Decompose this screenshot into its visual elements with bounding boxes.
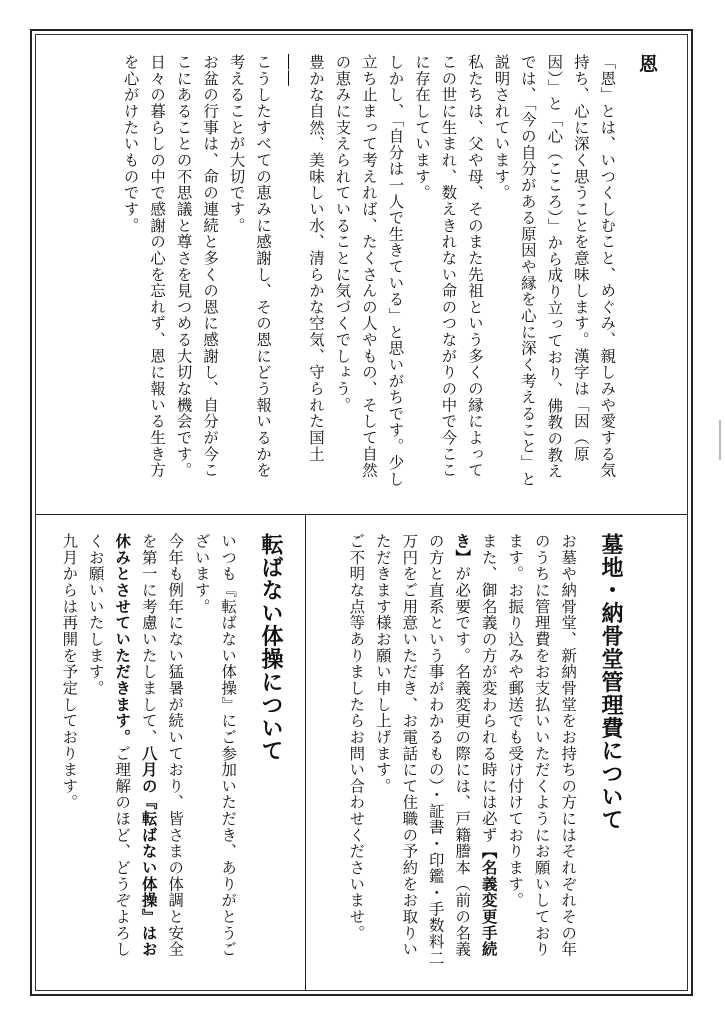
on-paragraph-5: こうしたすべての恵みに感謝し、その恩にどう報いるかを考えることが大切です。 xyxy=(227,54,273,479)
section-divider-vertical xyxy=(305,515,306,990)
cemetery-fee-paragraph-2 xyxy=(369,533,501,973)
exercise-paragraph-3: 九月からは再開を予定しております。 xyxy=(60,533,79,811)
cemetery-fee-paragraph-1: お墓や納骨堂、新納骨堂をお持ちの方にはそれぞれその年のうちに管理費をお支払いいただくようにお願いしております。お振り込みや郵送でも受け付けております。 xyxy=(506,533,578,958)
cemetery-fee-paragraph-3: ご不明な点等ありましたらお問い合わせくださいませ。 xyxy=(347,533,366,942)
understanding-request: ご理解のほど、どうぞよろしくお願いいたします。 xyxy=(86,533,132,958)
section-divider-horizontal xyxy=(36,514,687,515)
august-cancellation: 八月の『転ばない体操』はお休みとさせていただきます。 xyxy=(113,533,158,958)
scan-edge-mark xyxy=(719,420,721,460)
on-paragraph-1: 「恩」とは、いつくしむこと、めぐみ、親しみや愛する気持ち、心に深く思うことを意味します。漢字は「因（原因）」と「心（こころ）」から成り立っており、佛教の教えでは、「今の自分がある原因や縁を心に深く考えること」と説明されています。 xyxy=(492,54,617,488)
cemetery-fee-title: 墓地・納骨堂管理費について xyxy=(598,533,624,832)
on-paragraph-6: お盆の行事は、命の連続と多くの恩に感謝し、自分が今ここにあることの不思議と尊さを見つめる大切な機会です。 xyxy=(174,54,220,479)
on-paragraph-7: 日々の暮らしの中で感謝の心を忘れず、恩に報いる生き方を心がけたいものです。 xyxy=(121,54,167,479)
on-paragraph-3: しかし、「自分は一人で生きている」と思いがちです。少し立ち止まって考えれば、たくさんの人やもの、そして自然の恵みに支えられていることに気づくでしょう。 xyxy=(333,54,405,488)
name-change-intro: また、御名義の方が変わられる時には必ず xyxy=(479,533,498,844)
on-title: 恩 xyxy=(636,54,658,74)
on-paragraph-2: 私たちは、父や母、そのまた先祖という多くの縁によってこの世に生まれ、数えきれない命のつながりの中で今ここに存在しています。 xyxy=(412,54,484,479)
exercise-paragraph-2 xyxy=(82,533,188,973)
on-section xyxy=(117,54,663,494)
exercise-title: 転ばない体操について xyxy=(258,533,284,763)
name-change-details: が必要です。名義変更の際には、戸籍謄本（前の名義の方と直系という事がわかるもの）・証書・印鑑・手数料二万円をご用意いただき、お電話にて住職の予約をお取りいただきます様お願い申し上げます。 xyxy=(373,533,472,967)
on-paragraph-4: 豊かな自然、美味しい水、清らかな空気、守られた国土―― xyxy=(280,54,325,463)
exercise-section xyxy=(56,533,289,973)
cemetery-fee-section xyxy=(343,533,629,973)
heat-notice: 今年も例年にない猛暑が続いており、皆さまの体調と安全を第一に考慮いたしまして、 xyxy=(139,533,185,958)
name-change-procedure: 【名義変更手続き】 xyxy=(453,533,498,958)
exercise-paragraph-1: いつも『転ばない体操』にご参加いただき、ありがとうございます。 xyxy=(192,533,238,958)
